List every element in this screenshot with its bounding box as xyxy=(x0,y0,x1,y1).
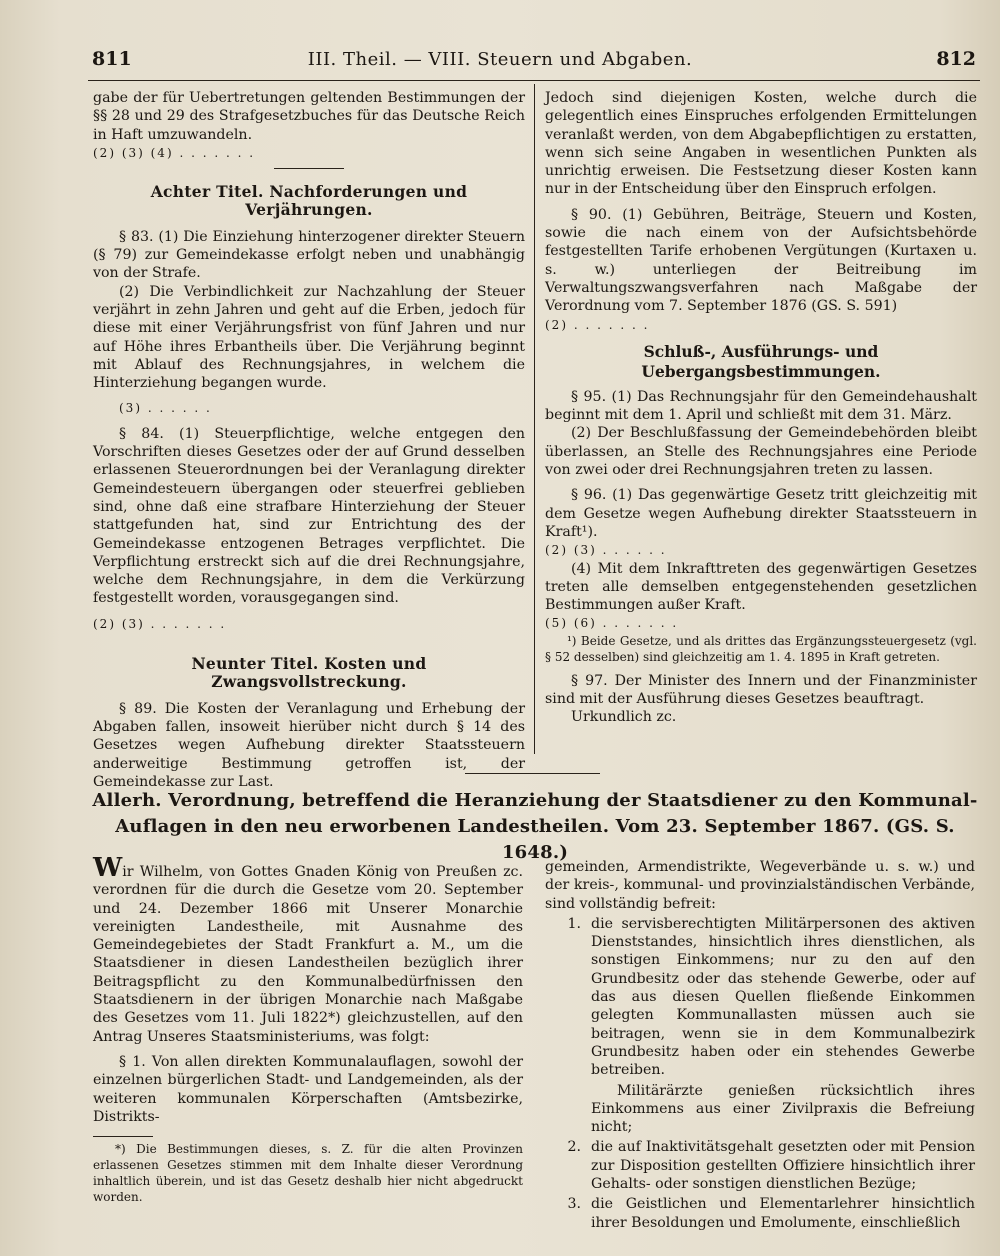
lower-right-column xyxy=(545,858,975,1232)
paragraph-s84: § 84. (1) Steuerpflichtige, welche entgegen den Vorschriften dieses Gesetzes oder der auf Grund desselben erlassenen Steuerordnungen bei der Veranlagung direkter Gemeindesteuern übergangen oder steuerfrei geblieben sind, ohne daß eine strafbare Hinterziehung der Steuer stattgefunden hat, sind zur Entrichtung des der Gemeindekasse entzogenen Betrages verpflichtet. Die Verpflichtung erstreckt sich auf die drei Rechnungsjahre, welche dem Rechnungsjahre, in dem die Verkürzung festgestellt worden, vorausgegangen sind. xyxy=(93,425,525,607)
list-item xyxy=(545,1195,975,1232)
list-number: 1. xyxy=(567,915,581,932)
paragraph-s90: § 90. (1) Gebühren, Beiträge, Steuern und Kosten, sowie die nach einem von der Aufsichtsbehörde festgestellten Tarife erhobenen Vergütungen (Kurtaxen u. s. w.) unterliegen der Beitreibung im Verwaltungszwangsverfahren nach Maßgabe der Verordnung vom 7. September 1876 (GS. S. 591) xyxy=(545,206,977,315)
title-heading: Neunter Titel. Kosten und Zwangsvollstreckung. xyxy=(191,654,427,692)
title-heading: Achter Titel. Nachforderungen und Verjährungen. xyxy=(150,182,468,220)
footnote: *) Die Bestimmungen dieses, s. Z. für die alten Provinzen erlassenen Gesetzes stimmen mit dem Inhalte dieser Verordnung inhaltlich überein, und ist das Gesetz deshalb hier nicht abgedruckt worden. xyxy=(93,1142,523,1205)
paragraph: gabe der für Uebertretungen geltenden Bestimmungen der §§ 28 und 29 des Strafgesetzbuches für das Deutsche Reich in Haft umzuwandeln. xyxy=(93,90,525,143)
omission-marks: (3) . . . . . . xyxy=(119,401,212,416)
column-separator xyxy=(534,84,535,754)
paragraph-s1: § 1. Von allen direkten Kommunalauflagen, sowohl der einzelnen bürgerlichen Stadt- und Landgemeinden, als der weiteren kommunalen Körperschaften (Amtsbezirke, Distrikts- xyxy=(93,1053,523,1125)
left-column xyxy=(93,89,525,791)
omission-marks: (2) (3) . . . . . . xyxy=(545,543,667,558)
lower-left-column xyxy=(93,853,523,1205)
omission-marks: (2) . . . . . . . xyxy=(545,317,650,332)
drop-cap: W xyxy=(93,853,123,883)
paragraph-s83-1: § 83. (1) Die Einziehung hinterzogener direkter Steuern (§ 79) zur Gemeindekasse erfolgt neben und unabhängig von der Strafe. xyxy=(93,228,525,282)
page-number-right: 812 xyxy=(936,48,976,70)
title-heading: Schluß-, Ausführungs- und Uebergangsbestimmungen. xyxy=(641,341,881,381)
running-title: III. Theil. — VIII. Steuern und Abgaben. xyxy=(307,49,693,70)
footnote: ¹) Beide Gesetze, und als drittes das Ergänzungssteuergesetz (vgl. § 52 desselben) sind gleichzeitig am 1. 4. 1895 in Kraft getreten. xyxy=(545,633,977,664)
list-item xyxy=(545,1082,975,1137)
paragraph: gemeinden, Armendistrikte, Wegeverbände u. s. w.) und der kreis-, kommunal- und provinzialständischen Verbände, sind vollständig befreit: xyxy=(545,859,975,912)
paragraph-s95-2: (2) Der Beschlußfassung der Gemeindebehörden bleibt überlassen, an Stelle des Rechnungsjahres eine Periode von zwei oder drei Rechnungsjahren treten zu lassen. xyxy=(545,425,977,479)
closing-formula: Urkundlich zc. xyxy=(571,709,677,726)
ordinance-title: Allerh. Verordnung, betreffend die Heranziehung der Staatsdiener zu den Kommunal-Auflagen in den neu erworbenen Landestheilen. Vom 23. September 1867. (GS. S. 1648.) xyxy=(92,790,978,863)
paragraph-s97: § 97. Der Minister des Innern und der Finanzminister sind mit der Ausführung dieses Gesetzes beauftragt. xyxy=(545,672,977,708)
paragraph-s96-4: (4) Mit dem Inkrafttreten des gegenwärtigen Gesetzes treten alle demselben entgegenstehenden gesetzlichen Bestimmungen außer Kraft. xyxy=(545,560,977,614)
paragraph-s95-1: § 95. (1) Das Rechnungsjahr für den Gemeindehaushalt beginnt mit dem 1. April und schließt mit dem 31. März. xyxy=(545,388,977,424)
omission-marks: (2) (3) (4) . . . . . . . xyxy=(93,145,256,160)
paragraph-s89: § 89. Die Kosten der Veranlagung und Erhebung der Abgaben fallen, insoweit hierüber nicht durch § 14 des Gesetzes wegen Aufhebung direkter Staatssteuern anderweitige Bestimmung getroffen ist, der Gemeindekasse zur Last. xyxy=(93,700,525,790)
paragraph: Jedoch sind diejenigen Kosten, welche durch die gelegentlich eines Einspruches erfolgenden Ermittelungen veranlaßt werden, von dem Abgabepflichtigen zu erstatten, wenn sich seine Angaben in wesentlichen Punkten als unrichtig erweisen. Die Festsetzung dieser Kosten kann nur in der Entscheidung über den Einspruch erfolgen. xyxy=(545,90,977,198)
list-item xyxy=(545,1138,975,1193)
page-number-left: 811 xyxy=(92,48,132,70)
right-column xyxy=(545,89,977,727)
list-text: die servisberechtigten Militärpersonen des aktiven Dienststandes, hinsichtlich ihres dienstlichen, als sonstigen Einkommens; nur zu den auf den Grundbesitz oder das stehende Gewerbe, oder auf das aus diesen Quellen fließende Einkommen gelegten Kommunallasten müssen auch sie beitragen, wenn sie in dem Kommunalbezirk Grundbesitz haben oder ein stehendes Gewerbe betreiben. xyxy=(591,915,975,1079)
list-number: 3. xyxy=(567,1196,581,1213)
section-rule xyxy=(274,168,344,169)
paragraph-s96-1: § 96. (1) Das gegenwärtige Gesetz tritt gleichzeitig mit dem Gesetze wegen Aufhebung direkter Staatssteuern in Kraft¹). xyxy=(545,487,977,540)
list-text: die auf Inaktivitätsgehalt gesetzten oder mit Pension zur Disposition gestellten Offiziere hinsichtlich ihrer Gehalts- oder sonstigen dienstlichen Bezüge; xyxy=(591,1139,975,1193)
paragraph-s83-2: (2) Die Verbindlichkeit zur Nachzahlung der Steuer verjährt in zehn Jahren und geht auf die Erben, jedoch für diese mit einer Verjährungsfrist von fünf Jahren und nur auf Höhe ihres Erbantheils über. Die Verjährung beginnt mit Ablauf des Rechnungsjahres, in welchem die Hinterziehung begangen wurde. xyxy=(93,283,525,392)
list-text: Militärärzte genießen rücksichtlich ihres Einkommens aus einer Zivilpraxis die Befreiung nicht; xyxy=(591,1082,975,1136)
intro-paragraph: ir Wilhelm, von Gottes Gnaden König von Preußen zc. verordnen für die durch die Gesetze vom 20. September und 24. Dezember 1866 mit Unserer Monarchie vereinigten Landestheile, mit Ausnahme des Gemeindegebietes der Stadt Frankfurt a. M., um die Staatsdiener in diesen Landestheilen bezüglich ihrer Beitragspflicht zu den Kommunalbedürfnissen den Staatsdienern in der übrigen Monarchie nach Maßgabe des Gesetzes vom 11. Juli 1822*) gleichzustellen, auf den Antrag Unseres Staatsministeriums, was folgt: xyxy=(93,864,523,1045)
omission-marks: (2) (3) . . . . . . . xyxy=(93,616,227,631)
section-rule xyxy=(465,773,600,774)
omission-marks: (5) (6) . . . . . . . xyxy=(545,616,679,631)
header-rule xyxy=(88,80,980,81)
list-number: 2. xyxy=(567,1139,581,1156)
list-number xyxy=(545,1082,591,1137)
list-item xyxy=(545,915,975,1080)
list-text: die Geistlichen und Elementarlehrer hinsichtlich ihrer Besoldungen und Emolumente, einschließlich xyxy=(591,1196,975,1231)
footnote-rule xyxy=(93,1136,153,1137)
page-header xyxy=(0,48,1000,78)
